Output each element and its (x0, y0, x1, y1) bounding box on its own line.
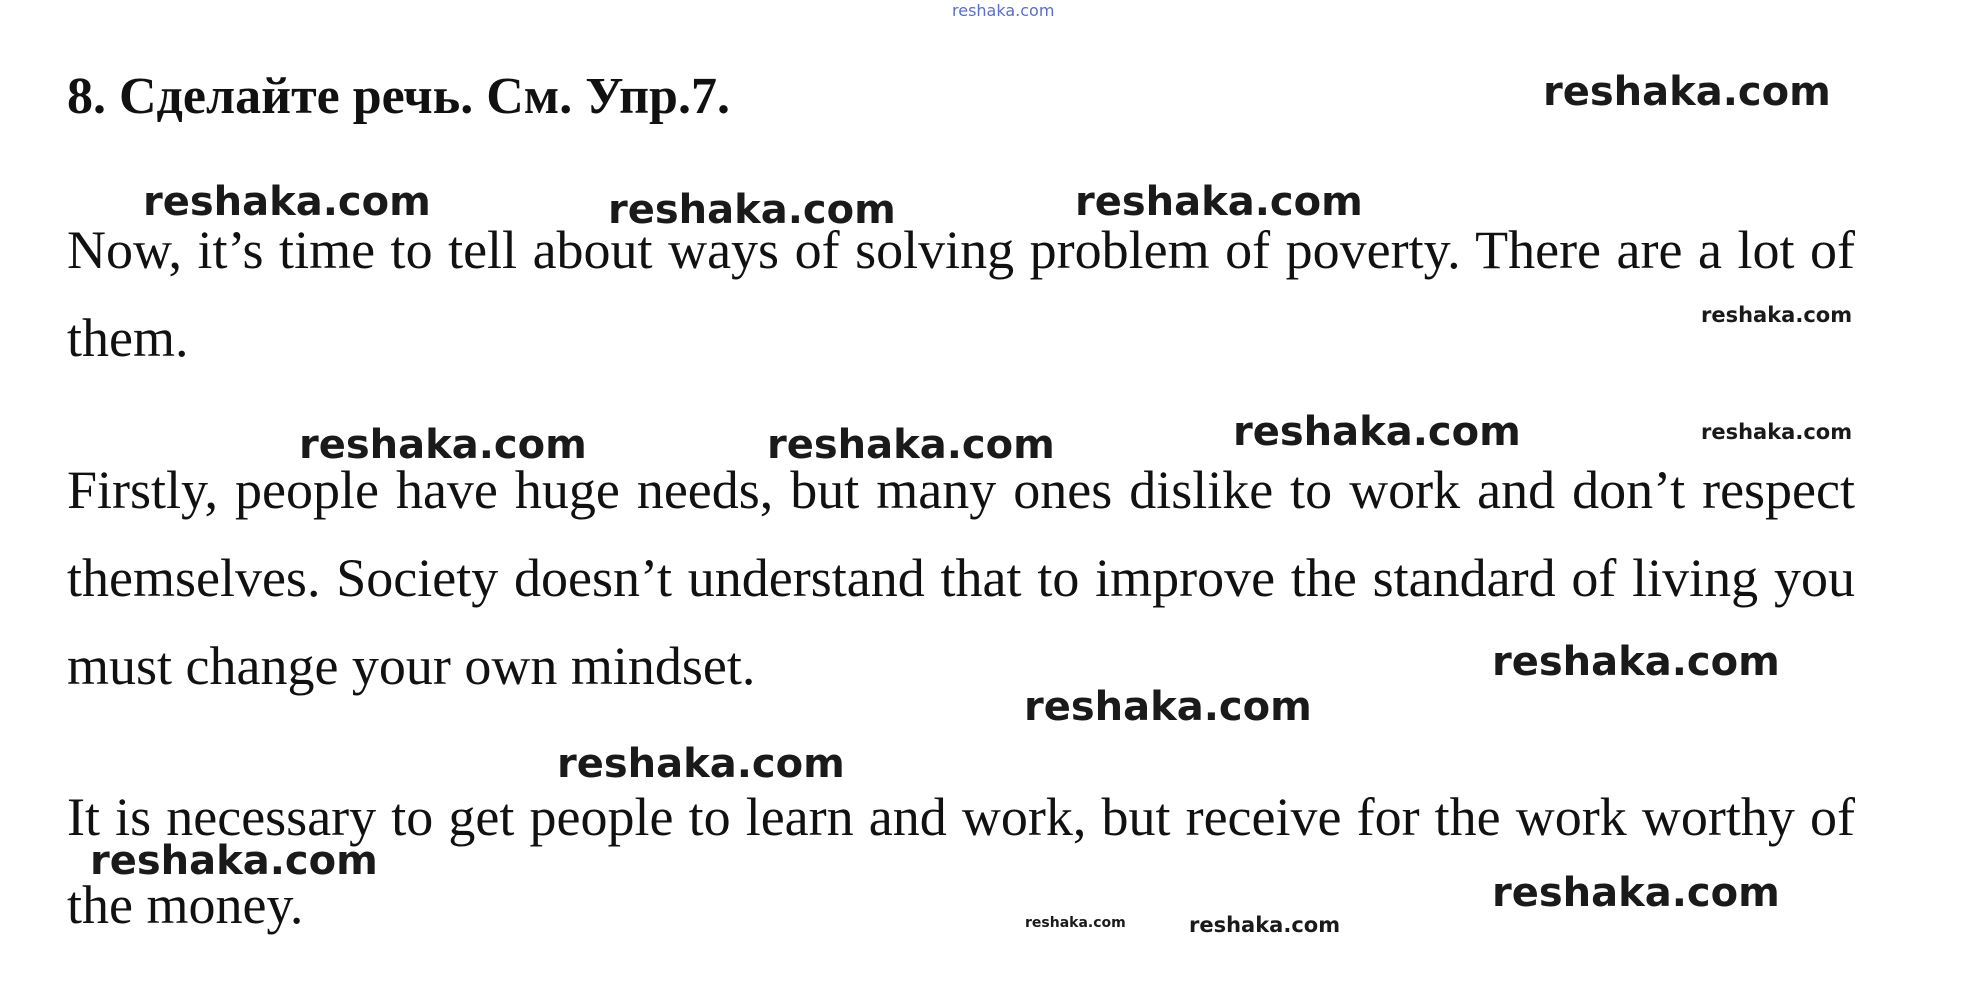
watermark: reshaka.com (1701, 420, 1853, 444)
watermark: reshaka.com (1701, 303, 1853, 327)
watermark: reshaka.com (90, 838, 378, 884)
watermark: reshaka.com (1024, 684, 1312, 730)
watermark: reshaka.com (1025, 915, 1126, 931)
watermark: reshaka.com (1189, 913, 1341, 937)
watermark: reshaka.com (143, 179, 431, 225)
watermark: reshaka.com (608, 187, 896, 233)
paragraph-1: Now, it’s time to tell about ways of solving problem of poverty. There are a lot of them. (67, 220, 1855, 368)
source-link[interactable]: reshaka.com (952, 1, 1055, 20)
paragraph-3: It is necessary to get people to learn and work, but receive for the work worthy of the money. (67, 787, 1855, 935)
watermark: reshaka.com (1543, 69, 1831, 115)
watermark: reshaka.com (557, 741, 845, 787)
watermark: reshaka.com (1492, 870, 1780, 916)
exercise-title: 8. Сделайте речь. См. Упр.7. (67, 68, 730, 125)
paragraph-2: Firstly, people have huge needs, but many ones dislike to work and don’t respect themselves. Society doesn’t understand that to improve the standard of living you must change your own mindset. (67, 460, 1855, 696)
watermark: reshaka.com (299, 422, 587, 468)
watermark: reshaka.com (767, 422, 1055, 468)
watermark: reshaka.com (1233, 409, 1521, 455)
watermark: reshaka.com (1075, 179, 1363, 225)
watermark: reshaka.com (1492, 639, 1780, 685)
